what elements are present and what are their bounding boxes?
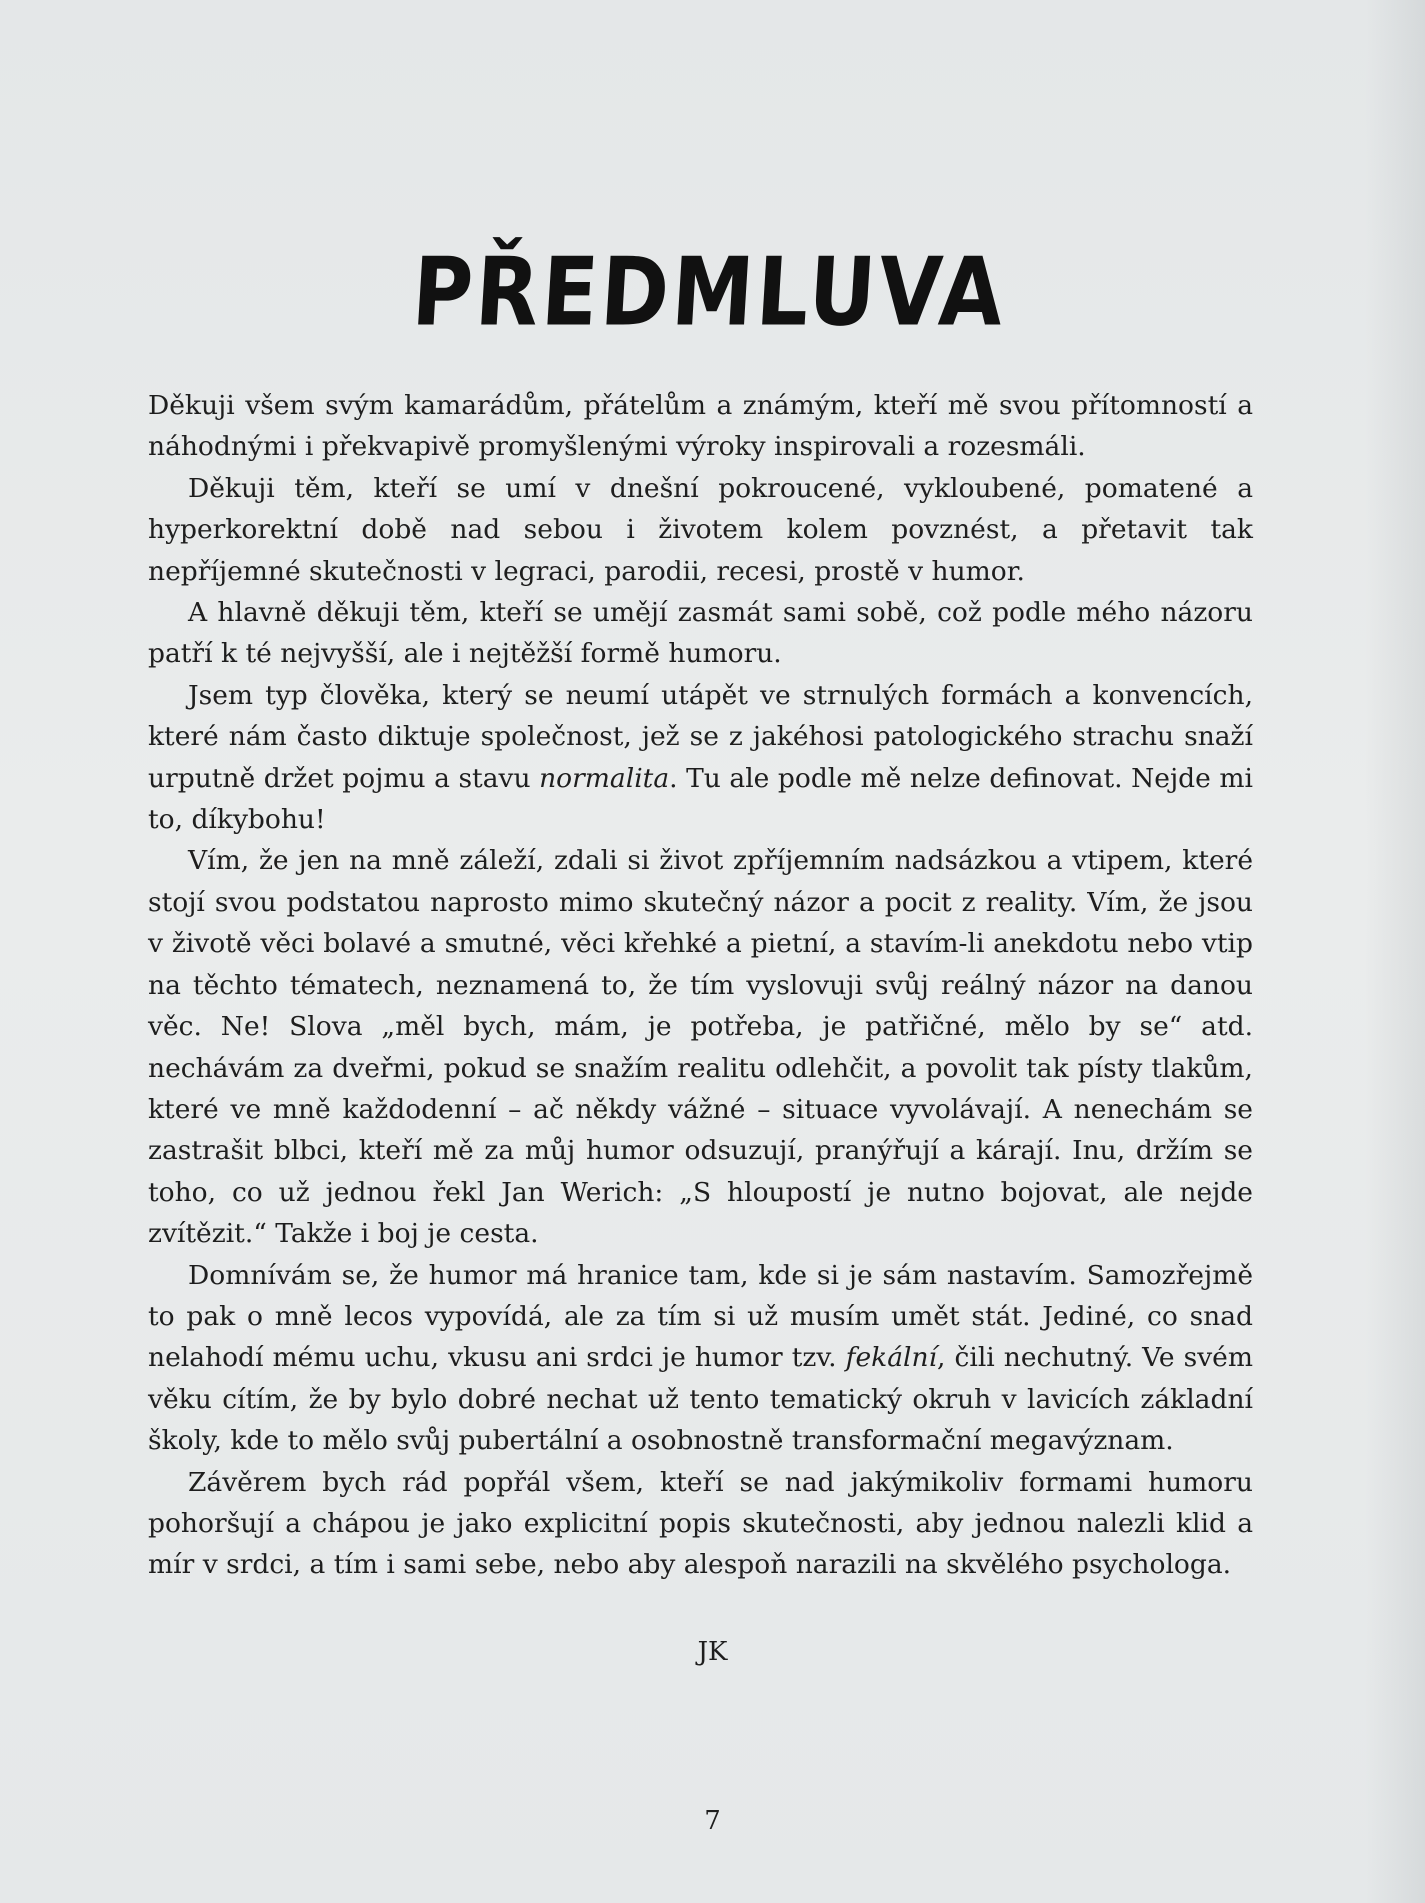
paragraph-1: Děkuji všem svým kamarádům, přátelům a známým, kteří mě svou přítomností a náhodnými i překvapivě promyšlenými výroky inspirovali a rozesmáli. xyxy=(148,390,1253,463)
paragraph-5: Vím, že jen na mně záleží, zdali si život zpříjemním nadsázkou a vtipem, které stojí svou podstatou naprosto mimo skutečný názor a pocit z reality. Vím, že jsou v životě věci bolavé a smutné, věci křehké a pietní, a stavím-li anekdotu nebo vtip na těchto tématech, neznamená to, že tím vyslovuji svůj reálný názor na danou věc. Ne! Slova „měl bych, mám, je potřeba, je patřičné, mělo by se“ atd. nechávám za dveřmi, pokud se snažím realitu odlehčit, a povolit tak písty tlakům, které ve mně každodenní – ač někdy vážné – situace vyvolávají. A nenechám se zastrašit blbci, kteří mě za můj humor odsuzují, pranýřují a kárají. Inu, držím se toho, co už jednou řekl Jan Werich: „S hloupostí je nutno bojovat, ale nejde zvítězit.“ Takže i boj je cesta. xyxy=(148,845,1253,1250)
paragraph-2: Děkuji těm, kteří se umí v dnešní pokroucené, vykloubené, pomatené a hyperkorektní době nad sebou i životem kolem povznést, a přetavit tak nepříjemné skutečnosti v legraci, parodii, recesi, prostě v humor. xyxy=(148,472,1253,587)
page-number: 7 xyxy=(704,1806,721,1836)
paragraph-6-before: Domnívám se, že humor má hranice tam, kde si je sám nastavím. Samozřejmě to pak o mně lecos vypovídá, ale za tím si už musím umět stát. Jediné, co snad nelahodí mému uchu, vkusu ani srdci je humor tzv. xyxy=(148,1259,1253,1374)
paragraph-4-before: Jsem typ člověka, který se neumí utápět ve strnulých formách a konvencích, které nám často diktuje společnost, jež se z jakéhosi patologického strachu snaží urputně držet pojmu a stavu xyxy=(148,679,1253,794)
paragraph-3: A hlavně děkuji těm, kteří se umějí zasmát sami sobě, což podle mého názoru patří k té nejvyšší, ale i nejtěžší formě humoru. xyxy=(148,597,1253,670)
paragraph-4-italic: normalita xyxy=(539,762,670,794)
paragraph-6 xyxy=(148,1255,1253,1462)
author-signature: JK xyxy=(697,1637,728,1667)
paragraph-7: Závěrem bych rád popřál všem, kteří se nad jakýmikoliv formami humoru pohoršují a chápou je jako explicitní popis skutečnosti, aby jednou nalezli klid a mír v srdci, a tím i sami sebe, nebo aby alespoň narazili na skvělého psychologa. xyxy=(148,1466,1253,1581)
paragraph-6-italic: fekální xyxy=(845,1342,938,1374)
page-title: PŘEDMLUVA xyxy=(409,238,1010,348)
paragraph-4-after: . Tu ale podle mě nelze definovat. Nejde mi to, díkybohu! xyxy=(148,762,1253,836)
foreword-text xyxy=(148,385,1253,1586)
paragraph-6-after: , čili nechutný. Ve svém věku cítím, že by bylo dobré nechat už tento tematický okruh v lavicích základní školy, kde to mělo svůj pubertální a osobnostně transformační megavýznam. xyxy=(148,1342,1253,1457)
paragraph-4 xyxy=(148,675,1253,841)
